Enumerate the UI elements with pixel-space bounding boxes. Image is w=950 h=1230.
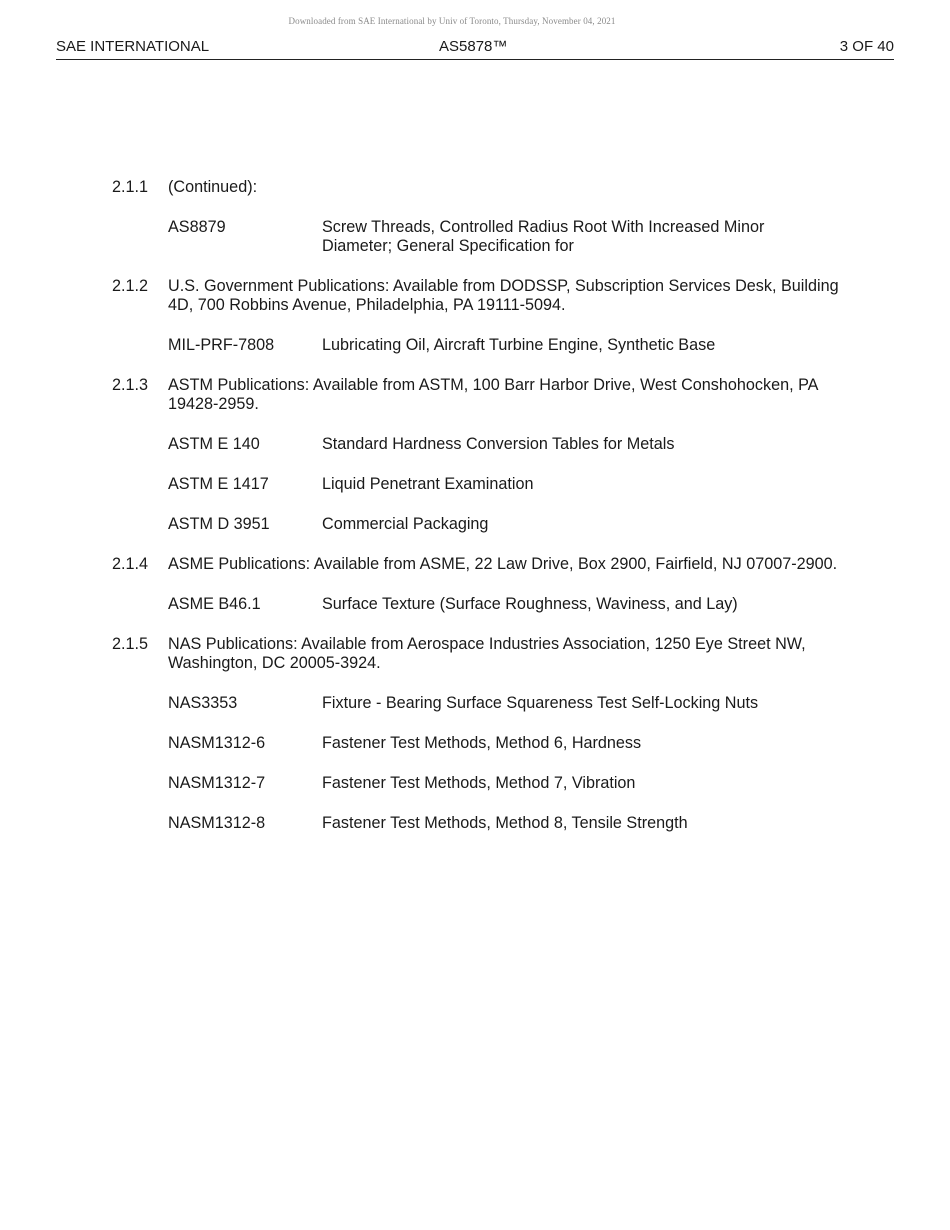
- reference-item: [168, 774, 852, 793]
- section-number: 2.1.5: [112, 635, 149, 653]
- page-header: [56, 38, 894, 60]
- document-body: [112, 178, 852, 854]
- reference-title: Liquid Penetrant Examination: [322, 475, 534, 493]
- reference-title: Fixture - Bearing Surface Squareness Test Self-Locking Nuts: [322, 694, 759, 712]
- reference-title: Commercial Packaging: [322, 515, 489, 533]
- header-org: SAE INTERNATIONAL: [56, 38, 210, 55]
- section-text: (Continued):: [168, 178, 258, 196]
- reference-code: MIL-PRF-7808: [168, 336, 275, 354]
- header-page-number: 3 OF 40: [839, 38, 894, 55]
- reference-code: ASTM E 1417: [168, 475, 269, 493]
- reference-code: AS8879: [168, 218, 226, 236]
- reference-title: Lubricating Oil, Aircraft Turbine Engine, Synthetic Base: [322, 336, 716, 354]
- section-2-1-3: [112, 376, 852, 414]
- section-text: NAS Publications: Available from Aerospace Industries Association, 1250 Eye Street NW, Washington, DC 20005-3924.: [168, 635, 806, 672]
- reference-title: Fastener Test Methods, Method 6, Hardness: [322, 734, 642, 752]
- reference-code: NASM1312-8: [168, 814, 266, 832]
- reference-item: [168, 814, 852, 833]
- reference-code: NAS3353: [168, 694, 238, 712]
- reference-code: NASM1312-7: [168, 774, 266, 792]
- section-number: 2.1.3: [112, 376, 149, 394]
- reference-item: [168, 515, 852, 534]
- section-text: U.S. Government Publications: Available from DODSSP, Subscription Services Desk, Building 4D, 700 Robbins Avenue, Philadelphia, PA 19111-5094.: [168, 277, 839, 314]
- reference-title: Fastener Test Methods, Method 7, Vibration: [322, 774, 636, 792]
- reference-item: [168, 336, 852, 355]
- section-text: ASME Publications: Available from ASME, 22 Law Drive, Box 2900, Fairfield, NJ 07007-2900.: [168, 555, 838, 573]
- header-doc-number: AS5878™: [439, 38, 508, 55]
- reference-title: Fastener Test Methods, Method 8, Tensile Strength: [322, 814, 688, 832]
- section-number: 2.1.2: [112, 277, 149, 295]
- reference-code: ASTM E 140: [168, 435, 260, 453]
- reference-title: Standard Hardness Conversion Tables for Metals: [322, 435, 675, 453]
- reference-item: [168, 734, 852, 753]
- reference-code: ASTM D 3951: [168, 515, 270, 533]
- reference-title: Screw Threads, Controlled Radius Root With Increased Minor Diameter; General Specification for: [322, 218, 765, 255]
- reference-item: [168, 475, 852, 494]
- section-2-1-5: [112, 635, 852, 673]
- reference-title: Surface Texture (Surface Roughness, Waviness, and Lay): [322, 595, 738, 613]
- reference-item: [168, 218, 852, 256]
- section-number: 2.1.1: [112, 178, 149, 196]
- section-2-1-1: [112, 178, 852, 197]
- section-text: ASTM Publications: Available from ASTM, 100 Barr Harbor Drive, West Conshohocken, PA 19428-2959.: [168, 376, 818, 413]
- section-number: 2.1.4: [112, 555, 149, 573]
- reference-item: [168, 435, 852, 454]
- download-watermark: Downloaded from SAE International by Univ of Toronto, Thursday, November 04, 2021: [288, 16, 616, 26]
- reference-item: [168, 694, 852, 713]
- section-2-1-4: [112, 555, 852, 574]
- reference-code: NASM1312-6: [168, 734, 266, 752]
- reference-code: ASME B46.1: [168, 595, 261, 613]
- reference-item: [168, 595, 852, 614]
- section-2-1-2: [112, 277, 852, 315]
